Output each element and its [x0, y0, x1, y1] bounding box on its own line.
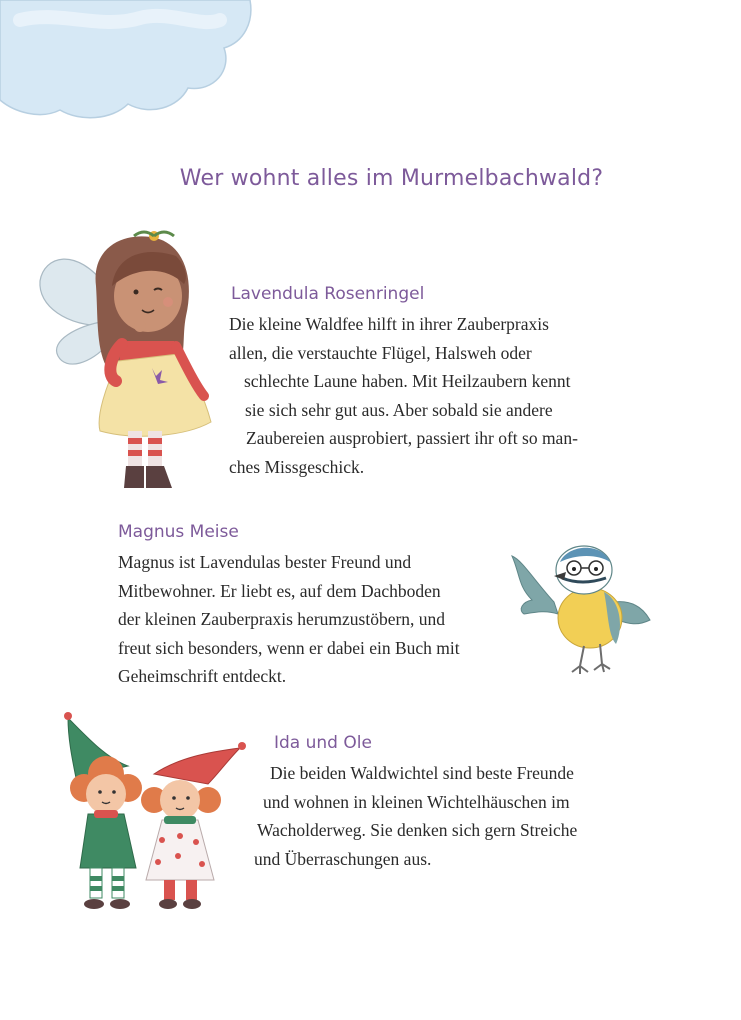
- text-line: Geheimschrift entdeckt.: [118, 666, 287, 687]
- text-line: allen, die verstauchte Flügel, Halsweh oder: [229, 342, 532, 363]
- gnomes-illustration: [58, 708, 250, 918]
- text-line: Magnus ist Lavendulas bester Freund und: [118, 552, 412, 572]
- character-name-magnus: Magnus Meise: [118, 522, 239, 542]
- character-description-magnus: [118, 548, 460, 691]
- text-line: schlechte Laune haben. Mit Heilzaubern kennt: [244, 371, 571, 392]
- fairy-illustration: [36, 226, 216, 496]
- character-name-lavendula: Lavendula Rosenringel: [231, 284, 425, 304]
- text-line: freut sich besonders, wenn er dabei ein Buch mit: [118, 637, 460, 658]
- text-line: und wohnen in kleinen Wichtelhäuschen im: [263, 791, 570, 812]
- text-line: Zaubereien ausprobiert, passiert ihr oft so man-: [246, 428, 578, 449]
- character-description-lavendula: [229, 310, 578, 482]
- character-name-ida-ole: Ida und Ole: [274, 733, 372, 753]
- bird-illustration: [504, 540, 654, 680]
- text-line: der kleinen Zauberpraxis herumzustöbern, und: [118, 609, 446, 630]
- text-line: sie sich sehr gut aus. Aber sobald sie andere: [245, 399, 553, 420]
- text-line: und Überraschungen aus.: [254, 848, 432, 869]
- text-line: Wacholderweg. Sie denken sich gern Streiche: [257, 820, 578, 841]
- text-line: ches Missgeschick.: [229, 456, 365, 477]
- page-title: Wer wohnt alles im Murmelbachwald?: [179, 166, 604, 191]
- cloud-illustration: [0, 0, 260, 125]
- text-line: Die kleine Waldfee hilft in ihrer Zauberpraxis: [229, 314, 549, 334]
- text-line: Mitbewohner. Er liebt es, auf dem Dachboden: [118, 580, 441, 601]
- text-line: Die beiden Waldwichtel sind beste Freunde: [270, 763, 574, 783]
- character-description-ida-ole: [254, 759, 577, 873]
